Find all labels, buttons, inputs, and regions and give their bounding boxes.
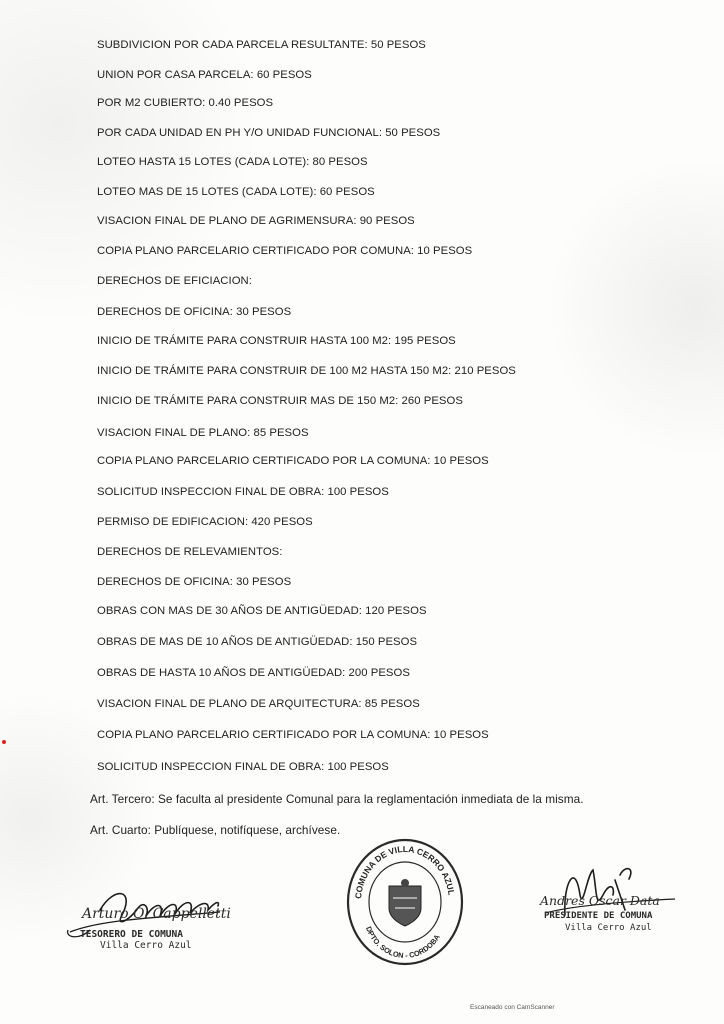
comuna-seal-stamp [345, 838, 465, 966]
seal-top-text: COMUNA DE VILLA CERRO AZUL [353, 843, 457, 900]
scan-artifact-dot [2, 740, 6, 744]
president-name: Andres Oscar Data [540, 893, 660, 908]
fee-line: INICIO DE TRÁMITE PARA CONSTRUIR DE 100 M2 HASTA 150 M2: 210 PESOS [97, 365, 516, 377]
fee-line: INICIO DE TRÁMITE PARA CONSTRUIR HASTA 100 M2: 195 PESOS [97, 335, 456, 347]
fee-line: OBRAS CON MAS DE 30 AÑOS DE ANTIGÜEDAD: 120 PESOS [97, 605, 427, 617]
fee-line: SOLICITUD INSPECCION FINAL DE OBRA: 100 PESOS [97, 486, 389, 498]
fee-line: OBRAS DE MAS DE 10 AÑOS DE ANTIGÜEDAD: 150 PESOS [97, 636, 418, 648]
fee-line: VISACION FINAL DE PLANO DE AGRIMENSURA: 90 PESOS [97, 215, 415, 227]
fee-line: LOTEO HASTA 15 LOTES (CADA LOTE): 80 PESOS [97, 156, 368, 168]
treasurer-place: Villa Cerro Azul [100, 940, 192, 951]
article-tercero: Art. Tercero: Se faculta al presidente Comunal para la reglamentación inmediata de la misma. [90, 792, 584, 806]
fee-line: POR CADA UNIDAD EN PH Y/O UNIDAD FUNCIONAL: 50 PESOS [97, 127, 441, 139]
president-role: PRESIDENTE DE COMUNA [544, 911, 653, 921]
coat-of-arms-icon [389, 879, 421, 926]
section-heading: DERECHOS DE RELEVAMIENTOS: [97, 546, 283, 558]
treasurer-name: Arturo O. Cappelletti [82, 906, 231, 922]
fee-line: POR M2 CUBIERTO: 0.40 PESOS [97, 97, 274, 109]
section-heading: DERECHOS DE EFICIACION: [97, 275, 252, 287]
camscanner-footer: Escaneado con CamScanner [470, 1004, 555, 1011]
fee-line: COPIA PLANO PARCELARIO CERTIFICADO POR LA COMUNA: 10 PESOS [97, 455, 489, 467]
fee-line: OBRAS DE HASTA 10 AÑOS DE ANTIGÜEDAD: 200 PESOS [97, 667, 410, 679]
fee-line: SOLICITUD INSPECCION FINAL DE OBRA: 100 PESOS [97, 761, 389, 773]
article-cuarto: Art. Cuarto: Publíquese, notifíquese, archívese. [90, 823, 341, 837]
fee-line: VISACION FINAL DE PLANO: 85 PESOS [97, 427, 309, 439]
fee-line: DERECHOS DE OFICINA: 30 PESOS [97, 306, 292, 318]
fee-line: DERECHOS DE OFICINA: 30 PESOS [97, 576, 292, 588]
fee-line: UNION POR CASA PARCELA: 60 PESOS [97, 69, 312, 81]
fee-line: LOTEO MAS DE 15 LOTES (CADA LOTE): 60 PESOS [97, 186, 375, 198]
fee-line: VISACION FINAL DE PLANO DE ARQUITECTURA: 85 PESOS [97, 698, 420, 710]
fee-line: PERMISO DE EDIFICACION: 420 PESOS [97, 516, 313, 528]
seal-bottom-text: DPTO. SOLON - CORDOBA [364, 925, 442, 961]
fee-line: COPIA PLANO PARCELARIO CERTIFICADO POR COMUNA: 10 PESOS [97, 245, 473, 257]
fee-line: COPIA PLANO PARCELARIO CERTIFICADO POR LA COMUNA: 10 PESOS [97, 729, 489, 741]
fee-line: SUBDIVICION POR CADA PARCELA RESULTANTE: 50 PESOS [97, 39, 426, 51]
president-place: Villa Cerro Azul [565, 923, 652, 933]
fee-line: INICIO DE TRÁMITE PARA CONSTRUIR MAS DE 150 M2: 260 PESOS [97, 395, 463, 407]
treasurer-role: TESORERO DE COMUNA [80, 929, 183, 940]
